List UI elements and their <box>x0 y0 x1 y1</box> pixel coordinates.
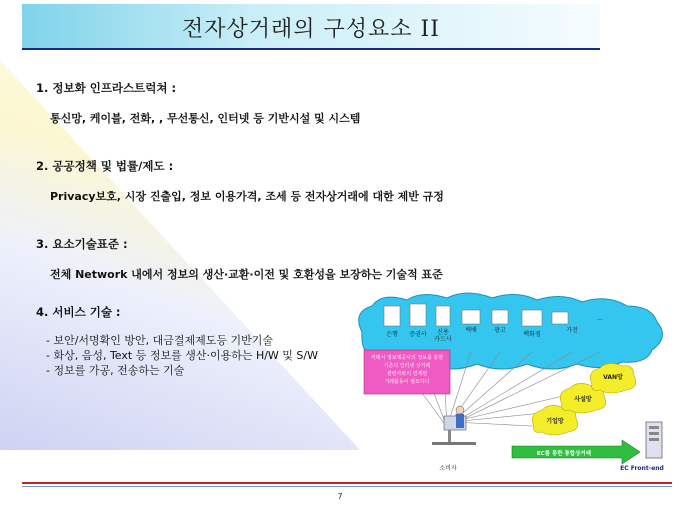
cloud-label-more: ... <box>597 315 603 322</box>
bullet-item: - 정보를 가공, 전송하는 기술 <box>46 364 185 377</box>
ad-building-icon <box>492 310 508 324</box>
callout-line: 기존의 인터넷 상거래 <box>383 363 431 369</box>
blob-label-van: VAN망 <box>603 374 623 381</box>
section-2-heading: 2. 공공정책 및 법률/제도 : <box>36 159 174 173</box>
footer-rule-red <box>22 482 672 484</box>
ec-frontend-label: EC Front-end <box>620 465 664 472</box>
cloud-label-appliance: 가전 <box>566 327 578 334</box>
cloud-label-bank: 은행 <box>386 331 398 338</box>
cloud-label-securities: 증권사 <box>409 331 427 338</box>
bullet-item: - 보안/서명확인 방안, 대금결제제도등 기반기술 <box>46 334 274 347</box>
section-3-body: 전체 Network 내에서 정보의 생산·교환·이전 및 호환성을 보장하는 기술적 표준 <box>50 268 443 281</box>
ec-diagram <box>352 292 672 480</box>
ec-frontend-server-icon <box>646 422 662 458</box>
title-bar <box>22 4 600 48</box>
section-3-heading: 3. 요소기술표준 : <box>36 237 128 251</box>
bank-building-icon <box>384 306 400 326</box>
department-store-icon <box>522 310 542 326</box>
cloud-label-card: 신용 <box>437 329 449 336</box>
callout-line: 거래활동이 필요하다 <box>384 379 430 385</box>
appliance-building-icon <box>552 312 568 324</box>
callout-line: 거래시 정보제공사의 정보를 통한 <box>370 355 444 361</box>
bullet-item: - 화상, 음성, Text 등 정보를 생산·이용하는 H/W 및 S/W <box>46 349 318 362</box>
section-1-heading: 1. 정보화 인프라스트럭쳐 : <box>36 81 177 95</box>
securities-building-icon <box>410 304 426 326</box>
arrow-label: EC를 통한 통합상거래 <box>536 451 592 457</box>
callout-line: 관련사와의 연계된 <box>386 371 428 377</box>
delivery-building-icon <box>462 310 480 324</box>
blob-label-enterprise: 기업망 <box>546 418 564 425</box>
cloud-label-ad: 광고 <box>494 327 506 334</box>
cloud-label-delivery: 택배 <box>465 327 477 334</box>
section-1-body: 통신망, 케이블, 전화, , 무선통신, 인터넷 등 기반시설 및 시스템 <box>50 112 361 125</box>
page-number: 7 <box>337 492 343 501</box>
blob-label-private: 사설망 <box>574 396 592 403</box>
section-2-body: Privacy보호, 시장 진출입, 정보 이용가격, 조세 등 전자상거래에 대한 제반 규정 <box>50 190 444 203</box>
section-4-heading: 4. 서비스 기술 : <box>36 305 121 319</box>
cloud-label-dept: 백화점 <box>523 331 541 338</box>
footer-rule-blue <box>22 486 672 487</box>
consumer-desk-icon <box>432 406 476 445</box>
cloud-label-card-2: 카드사 <box>434 336 452 343</box>
page-title: 전자상거래의 구성요소 II <box>182 17 440 42</box>
title-underline <box>22 48 600 50</box>
section-4-bullets <box>46 333 318 378</box>
consumer-label: 소비자 <box>439 465 457 472</box>
card-building-icon <box>436 306 450 326</box>
